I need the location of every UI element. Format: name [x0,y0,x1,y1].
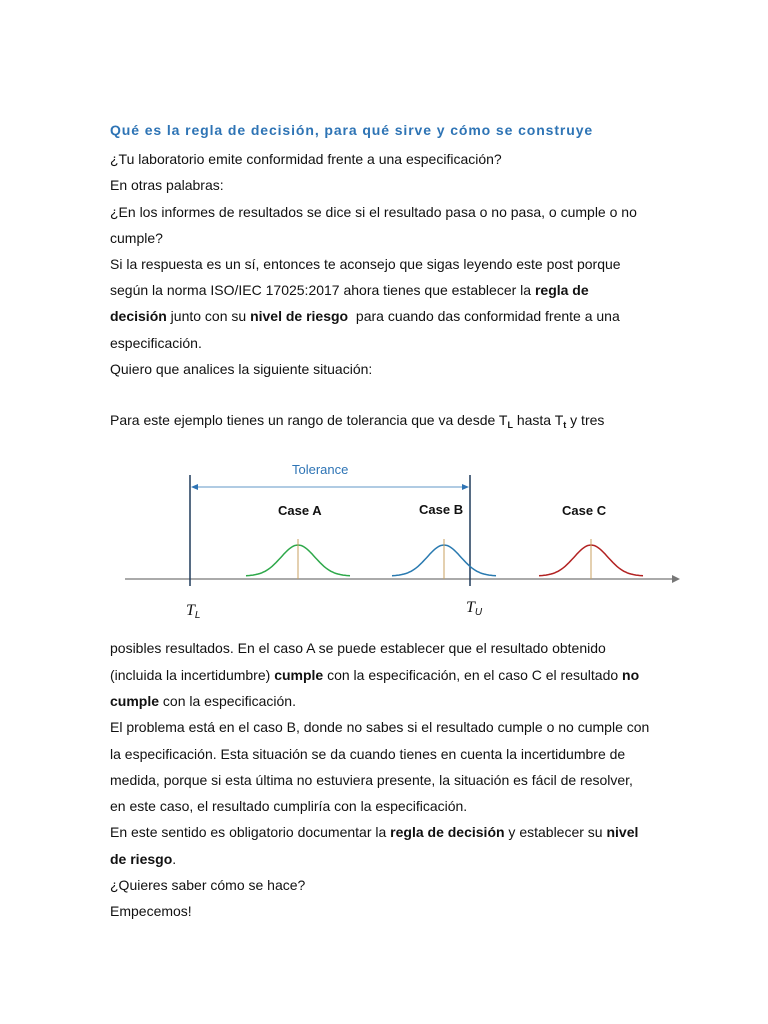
text-run: Para este ejemplo tienes un rango de tolerancia que va desde T [110,412,508,428]
paragraph-line [110,850,176,868]
case-c-label: Case C [562,503,607,518]
paragraph-line: En otras palabras: [110,177,224,193]
bold-text: regla de [534,282,589,298]
paragraph-line: en este caso, el resultado cumpliría con la especificación. [110,798,468,814]
paragraph-line: ¿Quieres saber cómo se hace? [110,877,306,893]
tl-var: T [186,602,195,619]
text-run: (incluida la incertidumbre) [110,667,275,683]
paragraph-line [110,692,296,710]
paragraph-line: Empecemos! [110,903,192,919]
paragraph-line: posibles resultados. En el caso A se puede establecer que el resultado obtenido [110,640,606,656]
paragraph-line: El problema está en el caso B, donde no sabes si el resultado cumple o no cumple con [110,719,650,735]
text-run: con la especificación, en el caso C el resultado [323,667,623,683]
bold-text: de riesgo [110,851,173,867]
tolerance-label: Tolerance [292,462,349,477]
tu-var: T [466,599,475,616]
tolerance-figure [120,455,680,625]
paragraph-line [110,411,604,434]
case-a-label: Case A [278,503,322,518]
text-run: hasta T [512,412,564,428]
bold-text: cumple [274,667,324,683]
text-run: según la norma ISO/IEC 17025:2017 ahora tienes que establecer la [110,282,535,298]
text-run: y tres [566,412,605,428]
bold-text: no [622,667,640,683]
text-run: junto con su [166,308,251,324]
paragraph-line: ¿En los informes de resultados se dice si el resultado pasa o no pasa, o cumple o no [110,204,637,220]
paragraph-line: Quiero que analices la siguiente situación: [110,361,373,377]
paragraph-line: ¿Tu laboratorio emite conformidad frente a una especificación? [110,151,502,167]
text-run: con la especificación. [159,693,296,709]
paragraph-line: especificación. [110,335,202,351]
paragraph-line [110,666,639,684]
arrow-left-icon [191,484,198,490]
paragraph-line: Si la respuesta es un sí, entonces te aconsejo que sigas leyendo este post porque [110,256,621,272]
text-run: para cuando das conformidad frente a una [348,308,620,324]
paragraph-line [110,823,638,841]
text-run: En este sentido es obligatorio documentar la [110,824,391,840]
lower-limit-label [186,602,200,621]
upper-limit-label [466,599,483,618]
bold-text: cumple [110,693,160,709]
arrow-right-icon [462,484,469,490]
tl-sub: L [194,610,201,621]
paragraph-line [110,307,620,325]
paragraph-line: la especificación. Esta situación se da cuando tienes en cuenta la incertidumbre de [110,746,626,762]
paragraph-line [110,281,589,299]
subscript: L [507,420,513,430]
paragraph-line: medida, porque si esta última no estuviera presente, la situación es fácil de resolver, [110,772,633,788]
subscript: t [563,420,567,430]
paragraph-line: cumple? [110,230,163,246]
tolerance-diagram [120,455,680,625]
bold-text: regla de decisión [390,824,505,840]
article-title: Qué es la regla de decisión, para qué sirve y cómo se construye [110,122,594,138]
bold-text: nivel de riesgo [250,308,349,324]
bold-text: decisión [110,308,167,324]
bold-text: nivel [606,824,639,840]
tu-sub: U [474,607,483,618]
text-run: . [172,851,177,867]
axis-arrow-icon [672,575,680,583]
case-b-label: Case B [419,502,464,517]
text-run: y establecer su [504,824,607,840]
